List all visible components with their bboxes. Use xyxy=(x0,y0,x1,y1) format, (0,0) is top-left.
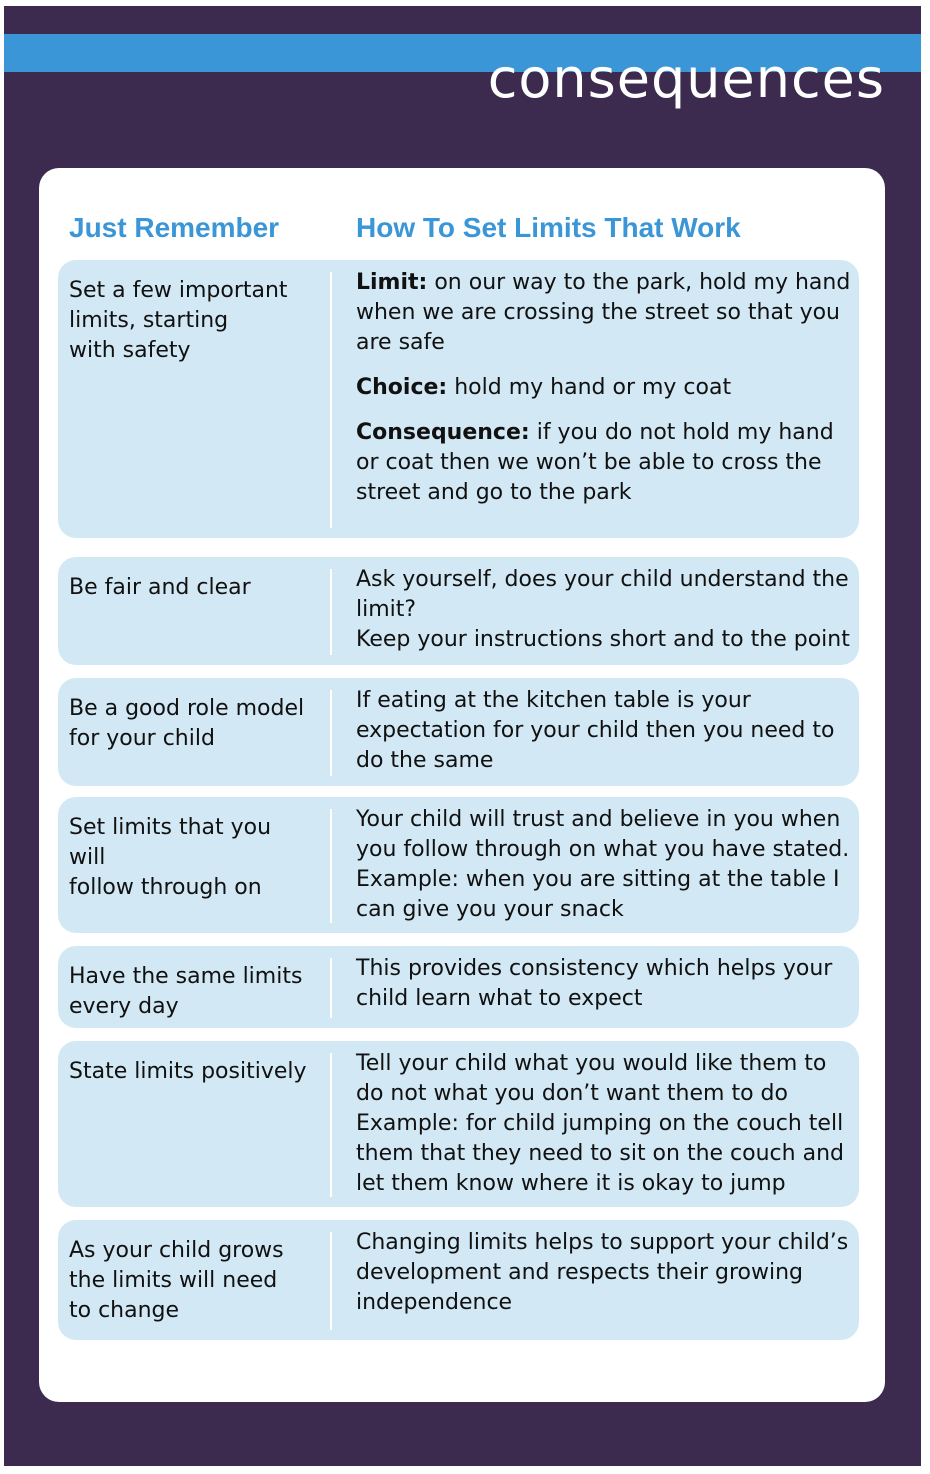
page-title: consequences xyxy=(487,47,885,110)
row-detail-line: If eating at the kitchen table is your expectation for your child then you need to do the same xyxy=(356,688,835,773)
row-detail xyxy=(356,686,856,776)
row-tip: Be a good role model for your child xyxy=(69,696,305,751)
row-divider xyxy=(330,1232,332,1330)
row-detail xyxy=(356,954,856,1014)
table-row xyxy=(58,678,859,786)
row-detail xyxy=(356,805,856,925)
row-divider xyxy=(330,1053,332,1197)
row-divider xyxy=(330,809,332,923)
row-tip: As your child grows the limits will need to change xyxy=(69,1238,284,1323)
row-detail-line: Ask yourself, does your child understand the limit? xyxy=(356,567,849,622)
row-detail-line: Keep your instructions short and to the point xyxy=(356,627,850,652)
row-detail xyxy=(356,1228,856,1318)
row-tip: Be fair and clear xyxy=(69,575,251,600)
row-detail-line: Changing limits helps to support your child’s development and respects their growing independence xyxy=(356,1230,849,1315)
row-detail-line: Tell your child what you would like them to do not what you don’t want them to do xyxy=(356,1051,827,1106)
choice-text: hold my hand or my coat xyxy=(454,375,732,400)
table-row xyxy=(58,1220,859,1340)
row-detail xyxy=(356,565,856,655)
table-row xyxy=(58,797,859,933)
limit-label: Limit: xyxy=(356,270,428,295)
row-detail-line: Example: for child jumping on the couch tell them that they need to sit on the couch and let them know where it is okay to jump xyxy=(356,1111,844,1196)
row-tip: Set limits that you will follow through on xyxy=(69,815,272,900)
row-detail xyxy=(356,1049,856,1199)
column-header-just-remember: Just Remember xyxy=(69,212,280,243)
row-tip: Have the same limits every day xyxy=(69,964,303,1019)
row-tip: State limits positively xyxy=(69,1059,307,1084)
row-divider xyxy=(330,272,332,528)
page-background xyxy=(4,6,921,1466)
row-detail-line: Your child will trust and believe in you when you follow through on what you have stated. xyxy=(356,807,850,862)
choice-label: Choice: xyxy=(356,375,448,400)
row-detail-line: This provides consistency which helps your child learn what to expect xyxy=(356,956,833,1011)
row-detail xyxy=(356,268,856,508)
row-divider xyxy=(330,690,332,776)
consequence-label: Consequence: xyxy=(356,420,530,445)
row-divider xyxy=(330,958,332,1018)
table-row xyxy=(58,946,859,1028)
row-detail-line: Example: when you are sitting at the table I can give you your snack xyxy=(356,867,840,922)
table-row xyxy=(58,260,859,538)
table-row xyxy=(58,557,859,665)
limit-text: on our way to the park, hold my hand when we are crossing the street so that you are safe xyxy=(356,270,851,355)
table-row xyxy=(58,1041,859,1207)
column-header-how-to: How To Set Limits That Work xyxy=(356,212,741,243)
content-card xyxy=(39,168,885,1402)
consequence-text: if you do not hold my hand or coat then we won’t be able to cross the street and go to the park xyxy=(356,420,834,505)
row-tip: Set a few important limits, starting with safety xyxy=(69,278,288,363)
row-divider xyxy=(330,569,332,655)
